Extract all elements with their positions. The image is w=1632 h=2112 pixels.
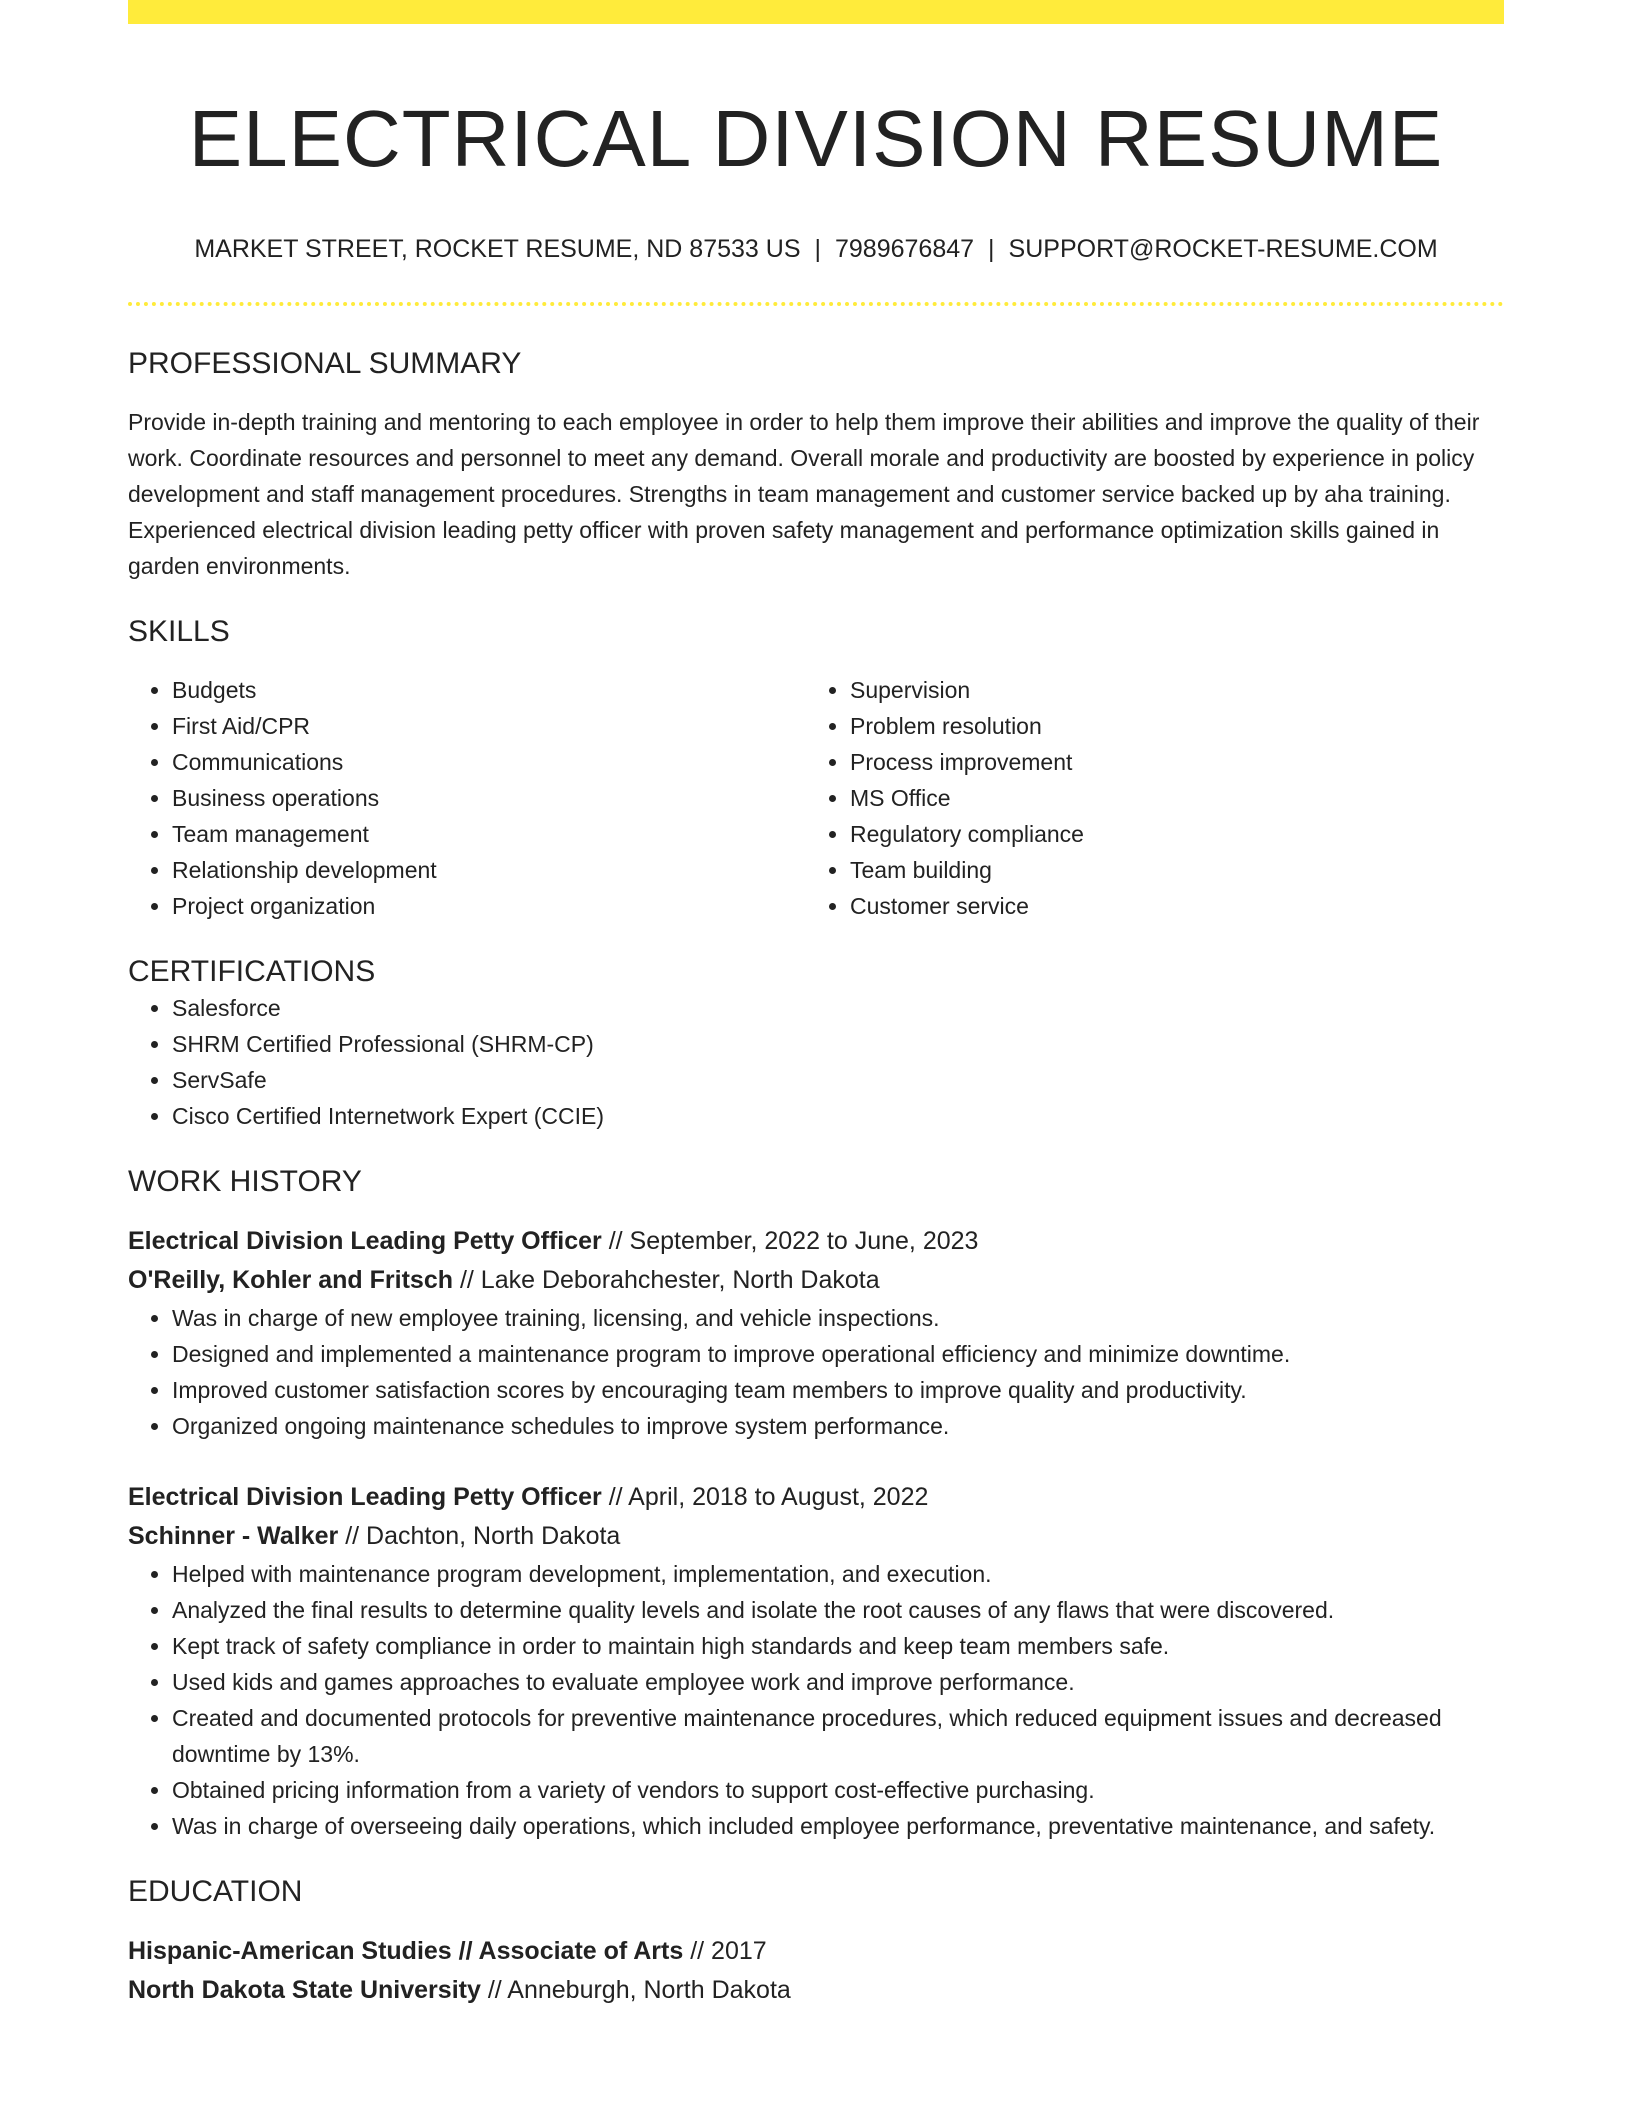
job-location: // Dachton, North Dakota (345, 1522, 621, 1550)
contact-email: SUPPORT@ROCKET-RESUME.COM (1008, 235, 1438, 263)
job-company: Schinner - Walker (128, 1522, 339, 1550)
skill-item: • Problem resolution (850, 708, 1484, 744)
job-entry (128, 1222, 1504, 1444)
job-bullet: • Was in charge of new employee training, licensing, and vehicle inspections. (172, 1300, 1504, 1336)
header-divider (128, 302, 1504, 306)
job-dates: // April, 2018 to August, 2022 (608, 1483, 929, 1511)
skill-item: • Supervision (850, 672, 1484, 708)
job-bullet: • Helped with maintenance program development, implementation, and execution. (172, 1556, 1504, 1592)
skill-item: • Business operations (172, 780, 806, 816)
education-school: North Dakota State University (128, 1976, 481, 2004)
certifications-list (128, 990, 1504, 1134)
education-school-line (128, 1971, 1504, 2010)
skills-right-list (806, 672, 1484, 924)
certification-item: • ServSafe (172, 1062, 1504, 1098)
skill-item: • Budgets (172, 672, 806, 708)
contact-line (128, 234, 1504, 264)
education-degree-line (128, 1932, 1504, 1971)
skill-item: • Regulatory compliance (850, 816, 1484, 852)
contact-separator: | (814, 235, 821, 263)
skills-section (128, 614, 1504, 924)
contact-phone: 7989676847 (835, 235, 975, 263)
skill-item: • Process improvement (850, 744, 1484, 780)
job-bullet: • Was in charge of overseeing daily operations, which included employee performance, preventative maintenance, and safety. (172, 1808, 1504, 1844)
job-title-line (128, 1222, 1504, 1261)
summary-section (128, 346, 1504, 584)
summary-text: Provide in-depth training and mentoring to each employee in order to help them improve their abilities and improve the quality of their work. Coordinate resources and personnel to meet any demand. Overall morale and productivity are boosted by experience in policy development and staff management procedures. Strengths in team management and customer service backed up by aha training. Experienced electrical division leading petty officer with proven safety management and performance optimization skills gained in garden environments. (128, 409, 1480, 579)
education-entry (128, 1932, 1504, 2010)
job-bullet: • Kept track of safety compliance in order to maintain high standards and keep team members safe. (172, 1628, 1504, 1664)
skill-item: • Customer service (850, 888, 1484, 924)
skills-right-column (806, 672, 1484, 924)
job-bullet-list (128, 1556, 1504, 1844)
skills-heading: SKILLS (128, 615, 230, 648)
work-history-heading: WORK HISTORY (128, 1165, 362, 1198)
job-title-line (128, 1478, 1504, 1517)
work-history-section (128, 1164, 1504, 1844)
certification-item: • Salesforce (172, 990, 1504, 1026)
job-dates: // September, 2022 to June, 2023 (608, 1227, 979, 1255)
skills-left-list (128, 672, 806, 924)
job-entry (128, 1478, 1504, 1844)
skill-item: • Team building (850, 852, 1484, 888)
job-bullet: • Improved customer satisfaction scores by encouraging team members to improve quality and productivity. (172, 1372, 1504, 1408)
job-bullet: • Created and documented protocols for preventive maintenance procedures, which reduced equipment issues and decreased downtime by 13%. (172, 1700, 1504, 1772)
resume-page (128, 0, 1504, 2010)
resume-title: ELECTRICAL DIVISION RESUME (188, 94, 1444, 183)
skill-item: • Communications (172, 744, 806, 780)
certifications-section (128, 954, 1504, 1134)
job-bullet-list (128, 1300, 1504, 1444)
certification-item: • SHRM Certified Professional (SHRM-CP) (172, 1026, 1504, 1062)
skill-item: • Team management (172, 816, 806, 852)
skills-columns (128, 672, 1504, 924)
skill-item: • First Aid/CPR (172, 708, 806, 744)
job-title: Electrical Division Leading Petty Officer (128, 1227, 602, 1255)
job-location: // Lake Deborahchester, North Dakota (459, 1266, 880, 1294)
summary-heading: PROFESSIONAL SUMMARY (128, 347, 522, 380)
education-year: // 2017 (690, 1937, 767, 1965)
certification-item: • Cisco Certified Internetwork Expert (CCIE) (172, 1098, 1504, 1134)
education-heading: EDUCATION (128, 1875, 303, 1908)
certifications-heading: CERTIFICATIONS (128, 955, 376, 988)
job-bullet: • Analyzed the final results to determine quality levels and isolate the root causes of any flaws that were discovered. (172, 1592, 1504, 1628)
job-bullet: • Used kids and games approaches to evaluate employee work and improve performance. (172, 1664, 1504, 1700)
education-location: // Anneburgh, North Dakota (487, 1976, 791, 2004)
job-company-line (128, 1261, 1504, 1300)
job-bullet: • Designed and implemented a maintenance program to improve operational efficiency and minimize downtime. (172, 1336, 1504, 1372)
contact-address: MARKET STREET, ROCKET RESUME, ND 87533 US (194, 235, 801, 263)
job-company-line (128, 1517, 1504, 1556)
education-degree: Hispanic-American Studies // Associate of Arts (128, 1937, 684, 1965)
job-title: Electrical Division Leading Petty Officer (128, 1483, 602, 1511)
job-company: O'Reilly, Kohler and Fritsch (128, 1266, 453, 1294)
job-bullet: • Organized ongoing maintenance schedules to improve system performance. (172, 1408, 1504, 1444)
contact-separator: | (988, 235, 995, 263)
skill-item: • Project organization (172, 888, 806, 924)
top-accent-bar (128, 0, 1504, 24)
job-bullet: • Obtained pricing information from a variety of vendors to support cost-effective purchasing. (172, 1772, 1504, 1808)
skill-item: • MS Office (850, 780, 1484, 816)
skill-item: • Relationship development (172, 852, 806, 888)
education-section (128, 1874, 1504, 2010)
skills-left-column (128, 672, 806, 924)
